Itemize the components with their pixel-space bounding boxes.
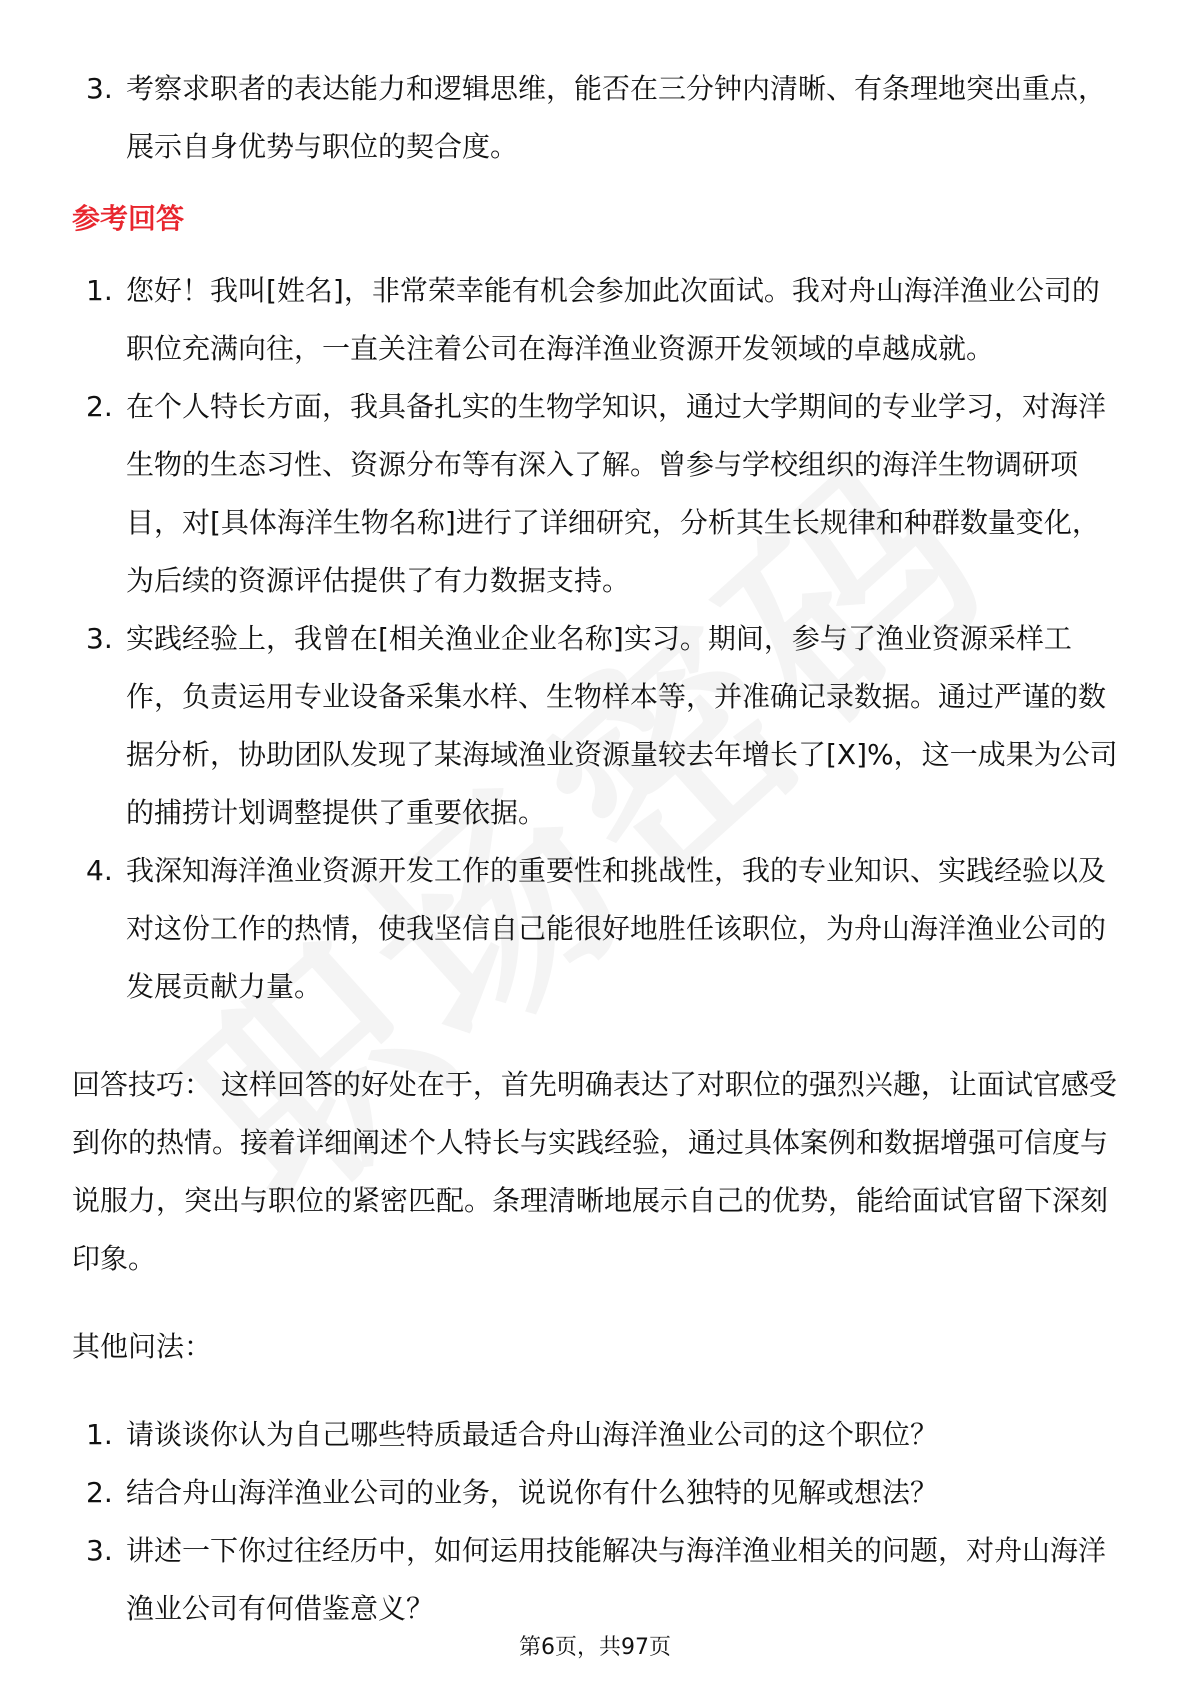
item-text: 我深知海洋渔业资源开发工作的重要性和挑战性，我的专业知识、实践经验以及对这份工作的热情，使我坚信自己能很好地胜任该职位，为舟山海洋渔业公司的发展贡献力量。 xyxy=(126,854,1107,1003)
list-item xyxy=(72,842,1122,1016)
item-text: 结合舟山海洋渔业公司的业务，说说你有什么独特的见解或想法？ xyxy=(126,1476,939,1509)
list-item xyxy=(72,610,1122,842)
reference-answer-list xyxy=(72,262,1122,1016)
list-item xyxy=(72,1406,1122,1464)
item-number: 2. xyxy=(86,1476,113,1509)
list-item xyxy=(72,1522,1122,1638)
other-questions-list xyxy=(72,1406,1122,1638)
item-text: 实践经验上，我曾在[相关渔业企业名称]实习。期间，参与了渔业资源采样工作，负责运用专业设备采集水样、生物样本等，并准确记录数据。通过严谨的数据分析，协助团队发现了某海域渔业资源量较去年增长了[X]%，这一成果为公司的捕捞计划调整提供了重要依据。 xyxy=(126,622,1118,829)
item-number: 3. xyxy=(86,622,113,655)
item-text: 请谈谈你认为自己哪些特质最适合舟山海洋渔业公司的这个职位？ xyxy=(126,1418,939,1451)
list-item xyxy=(72,262,1122,378)
item-number: 1. xyxy=(86,274,113,307)
item-number: 1. xyxy=(86,1418,113,1451)
list-item xyxy=(72,378,1122,610)
page-content xyxy=(72,60,1122,1638)
item-text: 讲述一下你过往经历中，如何运用技能解决与海洋渔业相关的问题，对舟山海洋渔业公司有何借鉴意义？ xyxy=(126,1534,1107,1625)
item-number: 4. xyxy=(86,854,113,887)
item-text: 在个人特长方面，我具备扎实的生物学知识，通过大学期间的专业学习，对海洋生物的生态习性、资源分布等有深入了解。曾参与学校组织的海洋生物调研项目，对[具体海洋生物名称]进行了详细研究，分析其生长规律和种群数量变化，为后续的资源评估提供了有力数据支持。 xyxy=(126,390,1107,597)
reference-answer-title: 参考回答 xyxy=(72,202,185,235)
item-number: 3. xyxy=(86,72,113,105)
item-number: 2. xyxy=(86,390,113,423)
list-item xyxy=(72,1464,1122,1522)
list-item xyxy=(72,60,1122,176)
page-footer: 第6页，共97页 xyxy=(519,1635,671,1660)
item-text: 考察求职者的表达能力和逻辑思维，能否在三分钟内清晰、有条理地突出重点，展示自身优势与职位的契合度。 xyxy=(126,72,1107,163)
item-number: 3. xyxy=(86,1534,113,1567)
item-text: 您好！我叫[姓名]，非常荣幸能有机会参加此次面试。我对舟山海洋渔业公司的职位充满向往，一直关注着公司在海洋渔业资源开发领域的卓越成就。 xyxy=(126,274,1100,365)
top-list xyxy=(72,60,1122,176)
other-questions-title: 其他问法： xyxy=(72,1330,213,1363)
answer-tips: 回答技巧： 这样回答的好处在于，首先明确表达了对职位的强烈兴趣，让面试官感受到你的热情。接着详细阐述个人特长与实践经验，通过具体案例和数据增强可信度与说服力，突出与职位的紧密匹配。条理清晰地展示自己的优势，能给面试官留下深刻印象。 xyxy=(72,1068,1117,1275)
